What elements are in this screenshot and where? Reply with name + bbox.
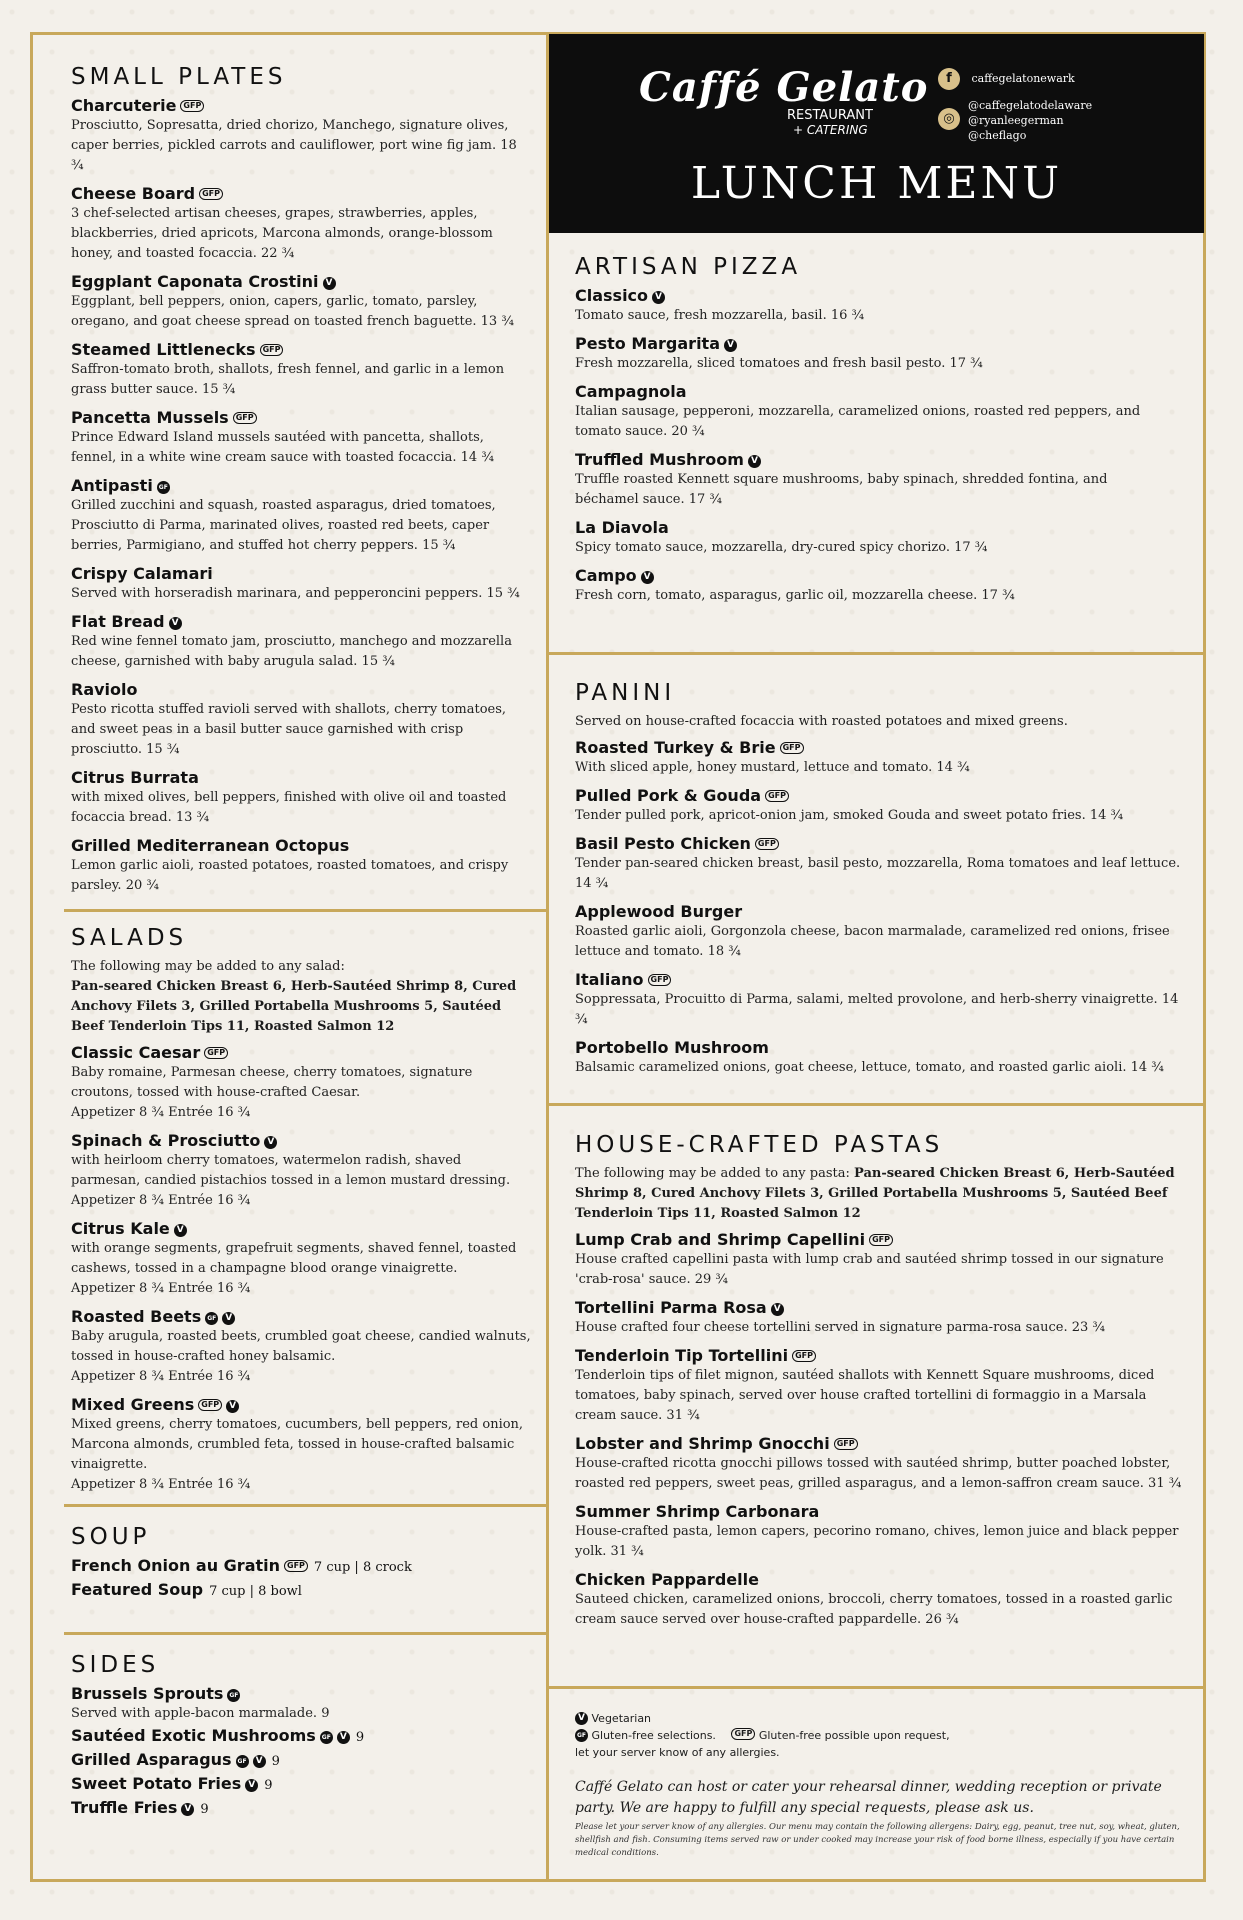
pizza-section (575, 254, 1175, 614)
menu-item (71, 1219, 531, 1299)
item-description: Tender pan-seared chicken breast, basil pesto, mozzarella, Roma tomatoes and leaf lettuce. 14 ¾ (575, 856, 1181, 891)
item-description: Lemon garlic aioli, roasted potatoes, roasted tomatoes, and crispy parsley. 20 ¾ (71, 858, 509, 893)
divider (549, 652, 1204, 655)
vegetarian-icon: V (337, 1731, 350, 1744)
divider (64, 1632, 546, 1635)
item-name (575, 834, 1185, 854)
menu-item (575, 738, 1185, 778)
menu-item (71, 272, 531, 332)
item-description: Grilled zucchini and squash, roasted asparagus, dried tomatoes, Prosciutto di Parma, marinated olives, roasted red beets, caper berries, Parmigiano, and stuffed hot cherry peppers. 15 ¾ (71, 498, 496, 553)
item-name-text: Grilled Asparagus (71, 1750, 232, 1769)
menu-item (71, 1307, 531, 1387)
item-name (575, 566, 1175, 586)
menu-item (575, 566, 1175, 606)
pastas-section (575, 1132, 1185, 1638)
item-name (71, 1307, 531, 1327)
item-name (575, 1434, 1185, 1454)
sides-section (71, 1652, 531, 1822)
salads-section (71, 925, 531, 1503)
item-name (71, 564, 531, 584)
section-title: SIDES (71, 1652, 160, 1678)
menu-item (71, 1750, 531, 1772)
legend-gluten-free: Gluten-free selections. (591, 1729, 716, 1742)
item-description: Baby romaine, Parmesan cheese, cherry tomatoes, signature croutons, tossed with house-crafted Caesar. (71, 1065, 473, 1100)
item-name (71, 836, 531, 856)
vegetarian-icon: V (652, 291, 665, 304)
item-name-text: Pesto Margarita (575, 334, 720, 353)
item-name (71, 1219, 531, 1239)
divider (64, 909, 546, 912)
item-description: With sliced apple, honey mustard, lettuce and tomato. 14 ¾ (575, 760, 970, 775)
divider (549, 1103, 1204, 1106)
facebook-handle: caffegelatonewark (971, 72, 1075, 85)
item-name-text: French Onion au Gratin (71, 1556, 281, 1575)
item-description: Prince Edward Island mussels sautéed with pancetta, shallots, fennel, in a white wine cream sauce with toasted focaccia. 14 ¾ (71, 430, 494, 465)
item-description: Truffle roasted Kennett square mushrooms, baby spinach, shredded fontina, and béchamel sauce. 17 ¾ (575, 472, 1108, 507)
item-name-text: Pulled Pork & Gouda (575, 786, 762, 805)
catering-note: Caffé Gelato can host or cater your rehearsal dinner, wedding reception or private party. We are happy to fulfill any special requests, please ask us. (575, 1779, 1162, 1816)
item-description: Fresh corn, tomato, asparagus, garlic oil, mozzarella cheese. 17 ¾ (575, 588, 1015, 603)
menu-item (575, 334, 1175, 374)
item-name-text: Roasted Turkey & Brie (575, 738, 776, 757)
item-name (71, 768, 531, 788)
item-description: Tenderloin tips of filet mignon, sautéed shallots with Kennett Square mushrooms, diced tomatoes, baby spinach, served over house crafted tortellini di formaggio in a Marsala cream sauce. 31 ¾ (575, 1368, 1155, 1423)
item-name (71, 1774, 531, 1796)
brand-subtitle: RESTAURANT (787, 108, 873, 123)
item-name (71, 1726, 531, 1748)
header (549, 34, 1204, 233)
footer-section (575, 1710, 1185, 1860)
menu-item (71, 612, 531, 672)
item-price: Appetizer 8 ¾ Entrée 16 ¾ (71, 1105, 251, 1120)
item-name-text: Featured Soup (71, 1580, 204, 1599)
instagram-handle: @cheflago (968, 129, 1027, 142)
section-title: PANINI (575, 680, 676, 706)
item-name (575, 1038, 1185, 1058)
item-description: with orange segments, grapefruit segments, shaved fennel, toasted cashews, tossed in a champagne blood orange vinaigrette. (71, 1241, 517, 1276)
pasta-list (575, 1230, 1185, 1630)
item-description: Red wine fennel tomato jam, prosciutto, manchego and mozzarella cheese, garnished with baby arugula salad. 15 ¾ (71, 634, 512, 669)
item-name-text: Applewood Burger (575, 902, 743, 921)
vegetarian-icon: V (245, 1779, 258, 1792)
item-description: Pesto ricotta stuffed ravioli served with shallots, cherry tomatoes, and sweet peas in a basil butter sauce garnished with crisp prosciutto. 15 ¾ (71, 702, 507, 757)
item-name-text: Tortellini Parma Rosa (575, 1298, 767, 1317)
item-description: House-crafted ricotta gnocchi pillows tossed with sautéed shrimp, butter poached lobster, roasted red peppers, sweet peas, grilled asparagus, and a lemon-saffron cream sauce. 31 ¾ (575, 1456, 1182, 1491)
item-name-text: Sautéed Exotic Mushrooms (71, 1726, 316, 1745)
item-name-text: La Diavola (575, 518, 669, 537)
item-name (71, 272, 531, 292)
item-name-text: Truffle Fries (71, 1798, 178, 1817)
item-name-text: Campo (575, 566, 637, 585)
item-name-text: Truffled Mushroom (575, 450, 744, 469)
vegetarian-icon: V (575, 1712, 588, 1725)
item-name (71, 1395, 531, 1415)
gfp-icon: GFP (765, 790, 789, 802)
item-description: Balsamic caramelized onions, goat cheese, lettuce, tomato, and roasted garlic aioli. 14 ¾ (575, 1060, 1164, 1075)
item-sizes: 7 cup | 8 crock (313, 1560, 412, 1575)
dietary-legend (575, 1710, 1185, 1761)
item-name-text: Citrus Kale (71, 1219, 170, 1238)
menu-item (575, 786, 1185, 826)
item-name (575, 1298, 1185, 1318)
instagram-handle: @caffegelatodelaware (968, 99, 1093, 112)
menu-item (575, 1502, 1185, 1562)
item-name (71, 96, 531, 116)
vegetarian-icon: V (724, 339, 737, 352)
gluten-free-icon: GF (205, 1312, 218, 1325)
divider (64, 1504, 546, 1507)
vegetarian-icon: V (222, 1312, 235, 1325)
item-price: 9 (264, 1778, 273, 1793)
gfp-icon: GFP (180, 100, 204, 112)
vegetarian-icon: V (771, 1303, 784, 1316)
item-name-text: Portobello Mushroom (575, 1038, 769, 1057)
section-title: SALADS (71, 925, 188, 951)
gfp-icon: GFP (204, 1047, 228, 1059)
item-name-text: Steamed Littlenecks (71, 340, 256, 359)
item-price: Appetizer 8 ¾ Entrée 16 ¾ (71, 1281, 251, 1296)
menu-item (71, 1043, 531, 1123)
gfp-icon: GFP (755, 838, 779, 850)
item-description: House crafted capellini pasta with lump crab and sautéed shrimp tossed in our signature 'crab-rosa' sauce. 29 ¾ (575, 1252, 1164, 1287)
gfp-icon: GFP (198, 1399, 222, 1411)
item-price: 9 (271, 1754, 280, 1769)
item-name-text: Raviolo (71, 680, 138, 699)
allergen-fine-print: Please let your server know of any allergies. Our menu may contain the following allergens: Dairy, egg, peanut, tree nut, soy, wheat, gluten, shellfish and fish. Consuming items served raw or under cooked may increase your risk of food borne illness, especially if you have certain medical conditions. (575, 1822, 1180, 1858)
item-price: Appetizer 8 ¾ Entrée 16 ¾ (71, 1477, 251, 1492)
item-description: Spicy tomato sauce, mozzarella, dry-cured spicy chorizo. 17 ¾ (575, 540, 988, 555)
section-title: SMALL PLATES (71, 64, 287, 90)
menu-item (71, 1580, 531, 1602)
legend-vegetarian: Vegetarian (591, 1712, 652, 1725)
item-name (71, 1750, 531, 1772)
vegetarian-icon: V (226, 1400, 239, 1413)
gluten-free-icon: GF (227, 1689, 240, 1702)
gfp-icon: GFP (233, 412, 257, 424)
item-price: 9 (200, 1802, 209, 1817)
menu-item (71, 1726, 531, 1748)
section-title: SOUP (71, 1524, 151, 1550)
pastas-addons: Pan-seared Chicken Breast 6, Herb-Sautéed Shrimp 8, Cured Anchovy Filets 3, Grilled Portabella Mushrooms 5, Sautéed Beef Tenderloin Tips 11, Roasted Salmon 12 (575, 1166, 1175, 1221)
vegetarian-icon: V (748, 455, 761, 468)
legend-gfp: Gluten-free possible upon request, (758, 1729, 950, 1742)
menu-item (575, 902, 1185, 962)
menu-item (575, 1298, 1185, 1338)
item-description: Italian sausage, pepperoni, mozzarella, caramelized onions, roasted red peppers, and tomato sauce. 20 ¾ (575, 404, 1141, 439)
item-name-text: Brussels Sprouts (71, 1684, 224, 1703)
salads-addons: Pan-seared Chicken Breast 6, Herb-Sautéed Shrimp 8, Cured Anchovy Filets 3, Grilled Portabella Mushrooms 5, Sautéed Beef Tenderloin Tips 11, Roasted Salmon 12 (71, 979, 517, 1034)
item-price: Appetizer 8 ¾ Entrée 16 ¾ (71, 1193, 251, 1208)
menu-item (575, 834, 1185, 894)
vegetarian-icon: V (264, 1136, 277, 1149)
item-name-text: Basil Pesto Chicken (575, 834, 751, 853)
item-description: 3 chef-selected artisan cheeses, grapes, strawberries, apples, blackberries, dried apricots, Marcona almonds, orange-blossom honey, and toasted focaccia. 22 ¾ (71, 206, 493, 261)
menu-item (71, 408, 531, 468)
item-description: Sauteed chicken, caramelized onions, broccoli, cherry tomatoes, tossed in a roasted garlic cream sauce served over house-crafted pappardelle. 26 ¾ (575, 1592, 1173, 1627)
gfp-icon: GFP (260, 344, 284, 356)
gluten-free-icon: GF (236, 1755, 249, 1768)
item-name (71, 1798, 531, 1820)
item-price: 9 (355, 1730, 365, 1745)
item-name-text: Sweet Potato Fries (71, 1774, 242, 1793)
gfp-icon: GFP (199, 188, 223, 200)
item-name (575, 902, 1185, 922)
item-description: Eggplant, bell peppers, onion, capers, garlic, tomato, parsley, oregano, and goat cheese spread on toasted french baguette. 13 ¾ (71, 294, 514, 329)
item-name-text: Charcuterie (71, 96, 177, 115)
instagram-icon: ◎ (938, 108, 960, 130)
item-name-text: Flat Bread (71, 612, 165, 631)
item-name (575, 786, 1185, 806)
item-name (71, 408, 531, 428)
item-name-text: Pancetta Mussels (71, 408, 229, 427)
panini-intro: Served on house-crafted focaccia with roasted potatoes and mixed greens. (575, 714, 1068, 729)
menu-item (575, 518, 1175, 558)
panini-section (575, 680, 1185, 1086)
brand-logo: Caffé Gelato (639, 64, 929, 111)
vegetarian-icon: V (641, 571, 654, 584)
menu-item (71, 1798, 531, 1820)
menu-item (575, 382, 1175, 442)
item-sizes: 7 cup | 8 bowl (209, 1584, 302, 1599)
item-description: House crafted four cheese tortellini served in signature parma-rosa sauce. 23 ¾ (575, 1320, 1105, 1335)
menu-item (575, 1346, 1185, 1426)
gfp-icon: GFP (284, 1560, 308, 1572)
pizza-list (575, 286, 1175, 606)
menu-item (575, 286, 1175, 326)
item-name-text: Cheese Board (71, 184, 196, 203)
item-description: Mixed greens, cherry tomatoes, cucumbers, bell peppers, red onion, Marcona almonds, crumbled feta, tossed in house-crafted balsamic vinaigrette. (71, 1417, 524, 1472)
section-title: ARTISAN PIZZA (575, 254, 802, 280)
menu-item (71, 1131, 531, 1211)
menu-item (71, 96, 531, 176)
section-title: HOUSE-CRAFTED PASTAS (575, 1132, 944, 1158)
item-description: with heirloom cherry tomatoes, watermelon radish, shaved parmesan, candied pistachios tossed in a lemon mustard dressing. (71, 1153, 511, 1188)
item-name (575, 1230, 1185, 1250)
item-name-text: Mixed Greens (71, 1395, 195, 1414)
menu-item (71, 1774, 531, 1796)
salads-list (71, 1043, 531, 1495)
item-description: Served with horseradish marinara, and pepperoncini peppers. 15 ¾ (71, 586, 520, 601)
menu-item (575, 1434, 1185, 1494)
item-name-text: Chicken Pappardelle (575, 1570, 759, 1589)
item-name (71, 680, 531, 700)
item-name (575, 1570, 1185, 1590)
facebook-icon: f (938, 68, 960, 90)
item-description: Soppressata, Procuitto di Parma, salami, melted provolone, and herb-sherry vinaigrette. 14 ¾ (575, 992, 1179, 1027)
item-name (575, 738, 1185, 758)
item-description: Roasted garlic aioli, Gorgonzola cheese, bacon marmalade, caramelized red onions, frisee lettuce and tomato. 18 ¾ (575, 924, 1170, 959)
soup-section (71, 1524, 531, 1604)
item-name (575, 970, 1185, 990)
pastas-intro-text: The following may be added to any pasta: (575, 1166, 850, 1181)
item-description: Tomato sauce, fresh mozzarella, basil. 16 ¾ (575, 308, 865, 323)
item-name (71, 184, 531, 204)
gluten-free-icon: GF (575, 1729, 588, 1742)
item-name (575, 382, 1175, 402)
menu-item (575, 1230, 1185, 1290)
panini-list (575, 738, 1185, 1078)
item-name (71, 340, 531, 360)
menu-item (71, 564, 531, 604)
menu-item (71, 768, 531, 828)
item-name-text: Classic Caesar (71, 1043, 201, 1062)
item-name-text: Roasted Beets (71, 1307, 202, 1326)
item-name-text: Eggplant Caponata Crostini (71, 272, 319, 291)
item-name (71, 612, 531, 632)
instagram-links[interactable] (938, 98, 1092, 143)
item-name-text: Crispy Calamari (71, 564, 213, 583)
menu-item (71, 1395, 531, 1495)
item-description: Fresh mozzarella, sliced tomatoes and fresh basil pesto. 17 ¾ (575, 356, 983, 371)
item-name-text: Summer Shrimp Carbonara (575, 1502, 820, 1521)
item-name-text: Classico (575, 286, 649, 305)
menu-title: LUNCH MENU (690, 158, 1063, 209)
legend-allergy: let your server know of any allergies. (575, 1746, 780, 1759)
item-name (71, 1556, 531, 1578)
item-name (71, 476, 531, 496)
gfp-icon: GFP (780, 742, 804, 754)
item-name (71, 1684, 531, 1704)
facebook-link[interactable] (938, 68, 1075, 90)
item-name-text: Grilled Mediterranean Octopus (71, 836, 350, 855)
item-name-text: Italiano (575, 970, 644, 989)
menu-item (71, 476, 531, 556)
divider (549, 1686, 1204, 1689)
brand-subtitle-2: + CATERING (793, 123, 868, 137)
item-name-text: Antipasti (71, 476, 153, 495)
item-name (575, 1502, 1185, 1522)
item-description: Prosciutto, Sopresatta, dried chorizo, Manchego, signature olives, caper berries, pickled carrots and cauliflower, port wine fig jam. 18 ¾ (71, 118, 517, 173)
column-divider (546, 34, 549, 1880)
gfp-icon: GFP (834, 1438, 858, 1450)
gfp-icon: GFP (731, 1728, 755, 1740)
item-description: Baby arugula, roasted beets, crumbled goat cheese, candied walnuts, tossed in house-crafted honey balsamic. (71, 1329, 531, 1364)
gfp-icon: GFP (792, 1350, 816, 1362)
vegetarian-icon: V (323, 277, 336, 290)
item-description: with mixed olives, bell peppers, finished with olive oil and toasted focaccia bread. 13 ¾ (71, 790, 507, 825)
item-description: Saffron-tomato broth, shallots, fresh fennel, and garlic in a lemon grass butter sauce. 15 ¾ (71, 362, 505, 397)
gfp-icon: GFP (869, 1234, 893, 1246)
menu-item (71, 680, 531, 760)
menu-item (575, 1570, 1185, 1630)
menu-item (71, 1556, 531, 1578)
menu-item (71, 836, 531, 896)
gfp-icon: GFP (648, 974, 672, 986)
vegetarian-icon: V (181, 1803, 194, 1816)
item-description: Tender pulled pork, apricot-onion jam, smoked Gouda and sweet potato fries. 14 ¾ (575, 808, 1124, 823)
small-plates-list (71, 96, 531, 896)
menu-item (71, 184, 531, 264)
menu-item (575, 970, 1185, 1030)
item-name (575, 450, 1175, 470)
item-name (575, 518, 1175, 538)
gluten-free-icon: GF (320, 1731, 333, 1744)
salads-intro (71, 957, 531, 1037)
small-plates-section (71, 64, 531, 904)
item-name (71, 1043, 531, 1063)
sides-list (71, 1684, 531, 1820)
gluten-free-icon: GF (157, 481, 170, 494)
item-name (575, 286, 1175, 306)
item-name-text: Campagnola (575, 382, 687, 401)
item-name (575, 1346, 1185, 1366)
item-name-text: Lobster and Shrimp Gnocchi (575, 1434, 830, 1453)
instagram-handle: @ryanleegerman (968, 114, 1064, 127)
item-name (71, 1131, 531, 1151)
pastas-intro (575, 1164, 1185, 1224)
item-name-text: Citrus Burrata (71, 768, 199, 787)
vegetarian-icon: V (174, 1224, 187, 1237)
item-name (71, 1580, 531, 1602)
menu-item (575, 1038, 1185, 1078)
vegetarian-icon: V (169, 617, 182, 630)
menu-item (71, 340, 531, 400)
salads-intro-text: The following may be added to any salad: (71, 959, 345, 974)
item-name-text: Spinach & Prosciutto (71, 1131, 261, 1150)
item-description: Served with apple-bacon marmalade. 9 (71, 1706, 330, 1721)
menu-item (575, 450, 1175, 510)
vegetarian-icon: V (253, 1755, 266, 1768)
item-description: House-crafted pasta, lemon capers, pecorino romano, chives, lemon juice and black pepper yolk. 31 ¾ (575, 1524, 1179, 1559)
item-name-text: Lump Crab and Shrimp Capellini (575, 1230, 866, 1249)
item-price: Appetizer 8 ¾ Entrée 16 ¾ (71, 1369, 251, 1384)
item-name (575, 334, 1175, 354)
menu-item (71, 1684, 531, 1724)
item-name-text: Tenderloin Tip Tortellini (575, 1346, 789, 1365)
soup-list (71, 1556, 531, 1602)
